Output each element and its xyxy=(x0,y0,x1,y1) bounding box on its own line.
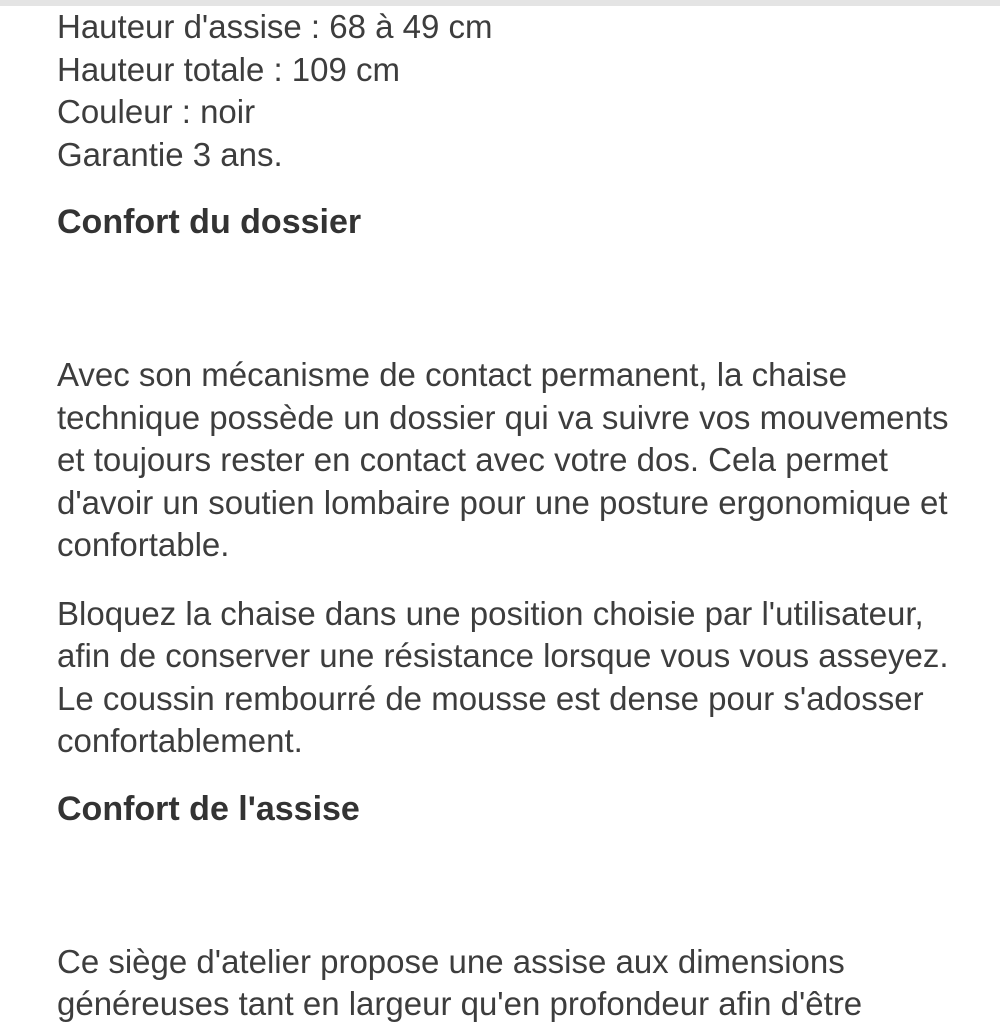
section-heading-backrest-comfort: Confort du dossier xyxy=(57,203,362,241)
paragraph-line: Ce siège d'atelier propose une assise aux dimensions xyxy=(57,942,845,980)
paragraph-seat-1 xyxy=(57,941,970,1026)
product-description xyxy=(0,6,1000,1026)
paragraph-line: d'avoir un soutien lombaire pour une posture ergonomique et xyxy=(57,483,948,521)
spec-total-height: Hauteur totale : 109 cm xyxy=(57,50,401,88)
paragraph-backrest-1 xyxy=(57,354,970,567)
paragraph-line: Avec son mécanisme de contact permanent, la chaise xyxy=(57,356,847,393)
section-heading-seat-comfort: Confort de l'assise xyxy=(57,789,360,828)
paragraph-backrest-2 xyxy=(57,593,970,763)
spec-color: Couleur : noir xyxy=(57,93,256,130)
paragraph-line: Le coussin rembourré de mousse est dense pour s'adosser xyxy=(57,679,924,717)
paragraph-line: afin de conserver une résistance lorsque vous vous asseyez. xyxy=(57,637,949,674)
paragraph-line: et toujours rester en contact avec votre dos. Cela permet xyxy=(57,441,888,478)
paragraph-line: confortablement. xyxy=(57,722,303,759)
paragraph-line: Bloquez la chaise dans une position choisie par l'utilisateur, xyxy=(57,594,924,632)
spec-list xyxy=(57,6,970,176)
spec-warranty: Garantie 3 ans. xyxy=(57,135,283,173)
paragraph-line: confortable. xyxy=(57,526,230,563)
paragraph-line: technique possède un dossier qui va suivre vos mouvements xyxy=(57,398,949,436)
spec-seat-height: Hauteur d'assise : 68 à 49 cm xyxy=(57,8,493,45)
paragraph-line: généreuses tant en largeur qu'en profondeur afin d'être xyxy=(57,985,863,1022)
